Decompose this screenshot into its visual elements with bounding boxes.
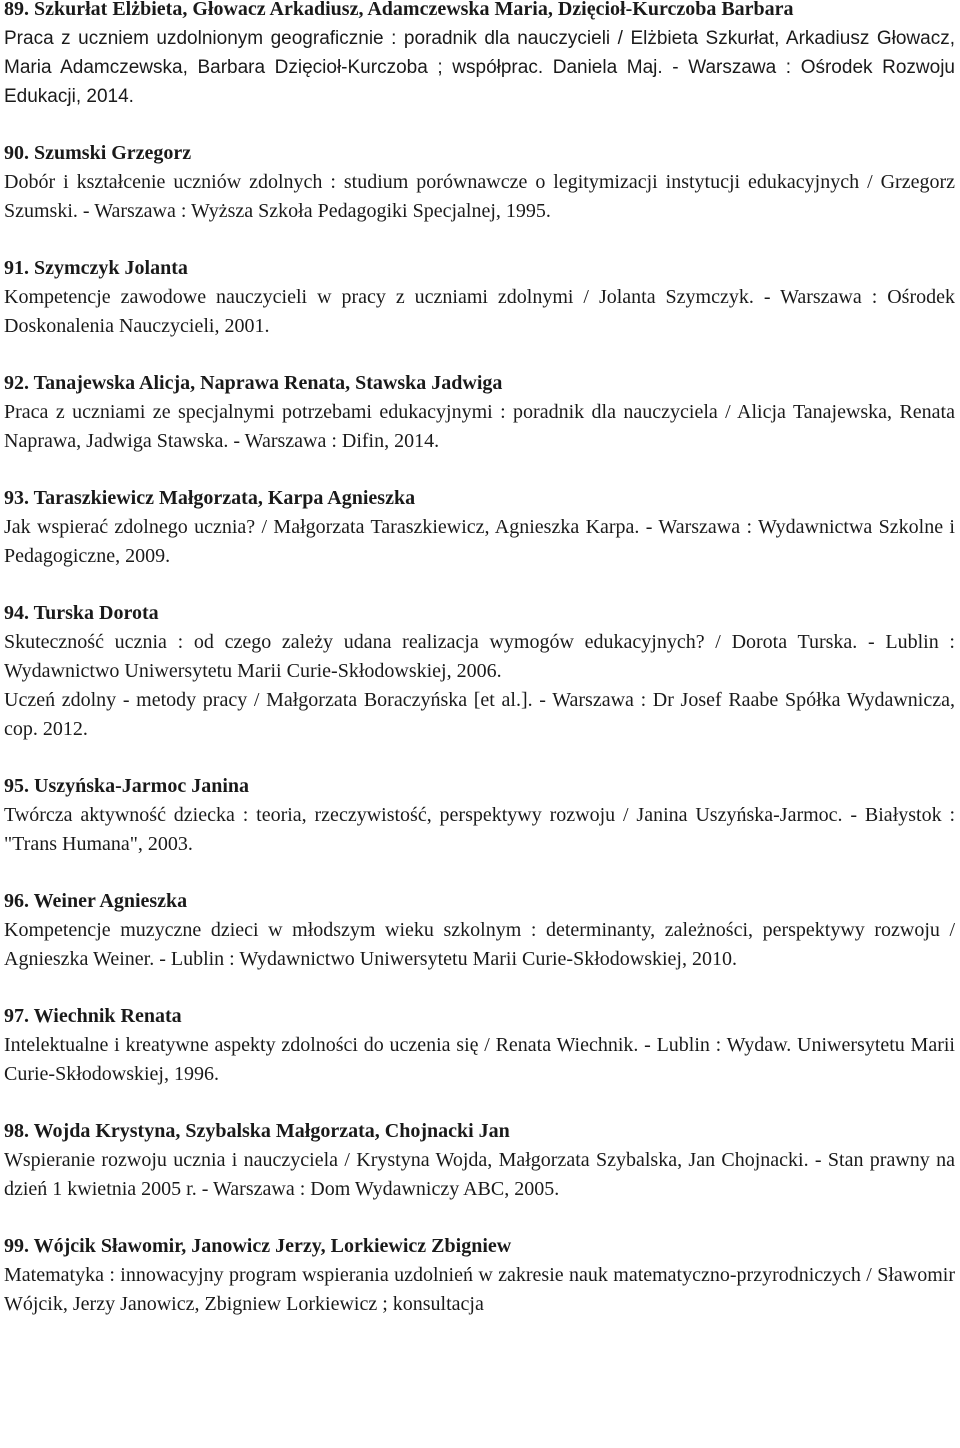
entry-number: 89. bbox=[4, 0, 29, 20]
entry-description: Uczeń zdolny - metody pracy / Małgorzata Boraczyńska [et al.]. - Warszawa : Dr Josef Raabe Spółka Wydawnicza, cop. 2012. bbox=[4, 689, 955, 740]
entry-heading bbox=[4, 1002, 955, 1031]
entry-number: 92. bbox=[4, 372, 29, 394]
bibliography-entry bbox=[4, 484, 955, 571]
entry-description: Praca z uczniem uzdolnionym geograficznie : poradnik dla nauczycieli / Elżbieta Szkurłat, Arkadiusz Głowacz, Maria Adamczewska, Barbara Dzięcioł-Kurczoba ; współprac. Daniela Maj. - Warszawa : Ośrodek Rozwoju Edukacji, 2014. bbox=[4, 28, 955, 107]
entry-description: Kompetencje muzyczne dzieci w młodszym wieku szkolnym : determinanty, zależności, perspektywy rozwoju / Agnieszka Weiner. - Lublin : Wydawnictwo Uniwersytetu Marii Curie-Skłodowskiej, 2010. bbox=[4, 919, 955, 970]
entry-authors: Szymczyk Jolanta bbox=[34, 257, 188, 279]
bibliography-entry bbox=[4, 369, 955, 456]
bibliography-entry bbox=[4, 1002, 955, 1089]
bibliography-entry bbox=[4, 0, 955, 111]
entry-heading bbox=[4, 772, 955, 801]
entry-authors: Szkurłat Elżbieta, Głowacz Arkadiusz, Adamczewska Maria, Dzięcioł-Kurczoba Barbara bbox=[34, 0, 794, 20]
entry-description: Skuteczność ucznia : od czego zależy udana realizacja wymogów edukacyjnych? / Dorota Turska. - Lublin : Wydawnictwo Uniwersytetu Marii Curie-Skłodowskiej, 2006. bbox=[4, 631, 955, 682]
entry-authors: Wójcik Sławomir, Janowicz Jerzy, Lorkiewicz Zbigniew bbox=[33, 1235, 512, 1257]
entry-number: 99. bbox=[4, 1235, 29, 1257]
entry-description: Kompetencje zawodowe nauczycieli w pracy z uczniami zdolnymi / Jolanta Szymczyk. - Warszawa : Ośrodek Doskonalenia Nauczycieli, 2001. bbox=[4, 286, 955, 337]
entry-description: Dobór i kształcenie uczniów zdolnych : studium porównawcze o legitymizacji instytucji edukacyjnych / Grzegorz Szumski. - Warszawa : Wyższa Szkoła Pedagogiki Specjalnej, 1995. bbox=[4, 171, 955, 222]
entry-description: Jak wspierać zdolnego ucznia? / Małgorzata Taraszkiewicz, Agnieszka Karpa. - Warszawa : Wydawnictwa Szkolne i Pedagogiczne, 2009. bbox=[4, 516, 955, 567]
entry-number: 96. bbox=[4, 890, 29, 912]
bibliography-entry bbox=[4, 1117, 955, 1204]
bibliography-entry bbox=[4, 254, 955, 341]
entry-authors: Tanajewska Alicja, Naprawa Renata, Stawska Jadwiga bbox=[33, 372, 503, 394]
entry-authors: Uszyńska-Jarmoc Janina bbox=[34, 775, 250, 797]
entry-description: Intelektualne i kreatywne aspekty zdolności do uczenia się / Renata Wiechnik. - Lublin : Wydaw. Uniwersytetu Marii Curie-Skłodowskiej, 1996. bbox=[4, 1034, 955, 1085]
bibliography-entry bbox=[4, 139, 955, 226]
bibliography-entry bbox=[4, 599, 955, 744]
entry-number: 91. bbox=[4, 257, 29, 279]
entry-heading bbox=[4, 139, 955, 168]
entry-heading bbox=[4, 1117, 955, 1146]
entry-authors: Weiner Agnieszka bbox=[33, 890, 188, 912]
entry-number: 97. bbox=[4, 1005, 29, 1027]
entry-description: Praca z uczniami ze specjalnymi potrzebami edukacyjnymi : poradnik dla nauczyciela / Alicja Tanajewska, Renata Naprawa, Jadwiga Stawska. - Warszawa : Difin, 2014. bbox=[4, 401, 955, 452]
entry-number: 93. bbox=[4, 487, 29, 509]
entry-heading bbox=[4, 599, 955, 628]
bibliography-entry bbox=[4, 1232, 955, 1319]
entry-description: Wspieranie rozwoju ucznia i nauczyciela / Krystyna Wojda, Małgorzata Szybalska, Jan Chojnacki. - Stan prawny na dzień 1 kwietnia 2005 r. - Warszawa : Dom Wydawniczy ABC, 2005. bbox=[4, 1149, 955, 1200]
entry-number: 98. bbox=[4, 1120, 29, 1142]
entry-description: Matematyka : innowacyjny program wspierania uzdolnień w zakresie nauk matematyczno-przyrodniczych / Sławomir Wójcik, Jerzy Janowicz, Zbigniew Lorkiewicz ; konsultacja bbox=[4, 1264, 955, 1315]
entry-heading bbox=[4, 1232, 955, 1261]
entry-authors: Wojda Krystyna, Szybalska Małgorzata, Chojnacki Jan bbox=[33, 1120, 510, 1142]
entry-number: 90. bbox=[4, 142, 29, 164]
entry-heading bbox=[4, 254, 955, 283]
bibliography-entry bbox=[4, 887, 955, 974]
entry-number: 94. bbox=[4, 602, 29, 624]
entry-authors: Szumski Grzegorz bbox=[34, 142, 192, 164]
bibliography-page bbox=[4, 0, 955, 1347]
entry-number: 95. bbox=[4, 775, 29, 797]
bibliography-entry bbox=[4, 772, 955, 859]
entry-heading bbox=[4, 887, 955, 916]
entry-authors: Wiechnik Renata bbox=[33, 1005, 182, 1027]
entry-authors: Turska Dorota bbox=[33, 602, 159, 624]
entry-authors: Taraszkiewicz Małgorzata, Karpa Agnieszka bbox=[33, 487, 416, 509]
entry-heading bbox=[4, 369, 955, 398]
entry-heading bbox=[4, 484, 955, 513]
entry-description: Twórcza aktywność dziecka : teoria, rzeczywistość, perspektywy rozwoju / Janina Uszyńska-Jarmoc. - Białystok : "Trans Humana", 2003. bbox=[4, 804, 955, 855]
entry-heading bbox=[4, 0, 955, 24]
